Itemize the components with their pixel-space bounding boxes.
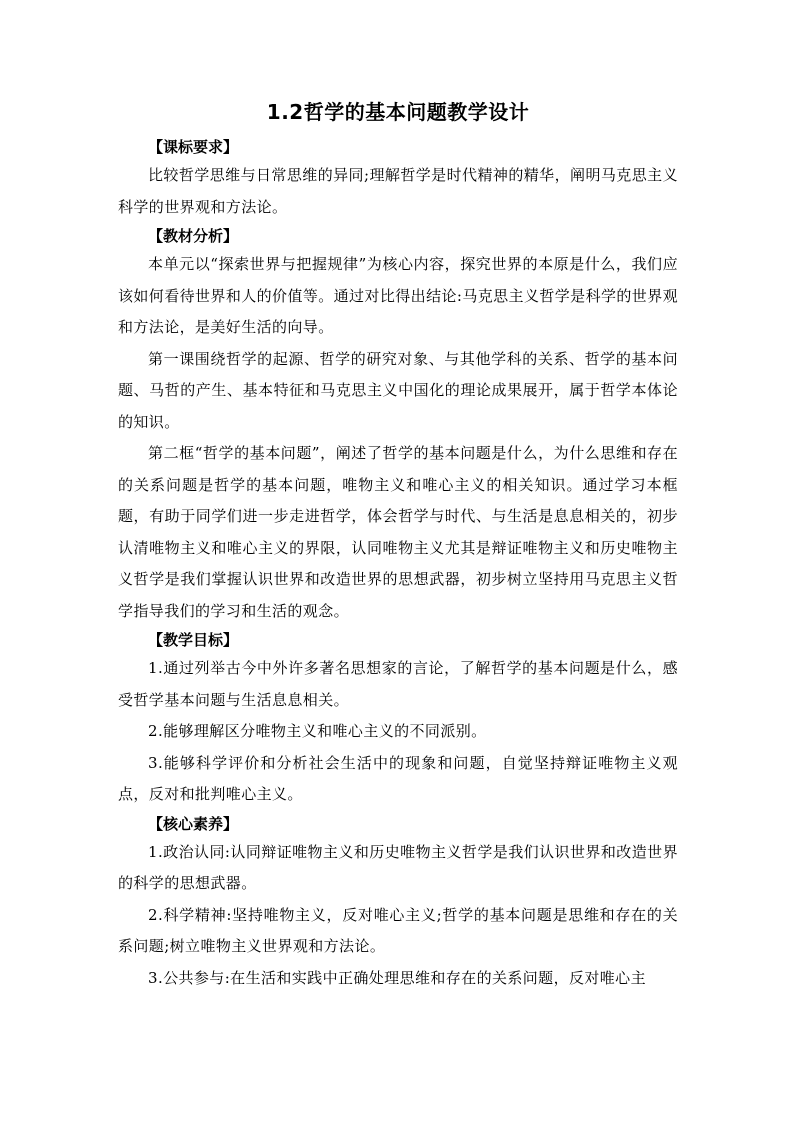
section-heading-objectives: 【教学目标】: [148, 631, 239, 649]
list-item: 3.能够科学评价和分析社会生活中的现象和问题，自觉坚持辩证唯物主义观点，反对和批判唯心主义。: [118, 753, 678, 803]
list-item: 3.公共参与:在生活和实践中正确处理思维和存在的关系问题，反对唯心主: [148, 968, 646, 987]
section-core-literacy: [118, 811, 678, 995]
paragraph: 第二框“哲学的基本问题”，阐述了哲学的基本问题是什么，为什么思维和存在的关系问题是哲学的基本问题，唯物主义和唯心主义的相关知识。通过学习本框题，有助于同学们进一步走进哲学，体会哲学与时代、与生活是息息相关的，初步认清唯物主义和唯心主义的界限，认同唯物主义尤其是辩证唯物主义和历史唯物主义哲学是我们掌握认识世界和改造世界的思想武器，初步树立坚持用马克思主义哲学指导我们的学习和生活的观念。: [118, 444, 678, 620]
list-item: 2.能够理解区分唯物主义和唯心主义的不同派别。: [148, 722, 487, 740]
list-item: 1.政治认同:认同辩证唯物主义和历史唯物主义哲学是我们认识世界和改造世界的科学的思想武器。: [118, 842, 678, 892]
list-item: 1.通过列举古今中外许多著名思想家的言论，了解哲学的基本问题是什么，感受哲学基本问题与生活息息相关。: [118, 659, 678, 709]
document-page: [118, 96, 678, 994]
objectives-list: [118, 653, 678, 811]
section-teaching-objectives: [118, 627, 678, 811]
section-textbook-analysis: [118, 223, 678, 627]
list-item: 2.科学精神:坚持唯物主义，反对唯心主义;哲学的基本问题是思维和存在的关系问题;树立唯物主义世界观和方法论。: [118, 905, 678, 955]
core-literacy-list: [118, 837, 678, 995]
paragraph: 本单元以“探索世界与把握规律”为核心内容，探究世界的本原是什么，我们应该如何看待世界和人的价值等。通过对比得出结论:马克思主义哲学是科学的世界观和方法论，是美好生活的向导。: [118, 255, 678, 336]
section-heading-curriculum: 【课标要求】: [148, 138, 239, 156]
paragraph: 第一课围绕哲学的起源、哲学的研究对象、与其他学科的关系、哲学的基本问题、马哲的产生、基本特征和马克思主义中国化的理论成果展开，属于哲学本体论的知识。: [118, 349, 678, 431]
paragraph: 比较哲学思维与日常思维的异同;理解哲学是时代精神的精华，阐明马克思主义科学的世界观和方法论。: [118, 166, 678, 216]
section-heading-core: 【核心素养】: [148, 814, 239, 833]
section-curriculum-requirements: [118, 134, 678, 223]
document-title: 1.2哲学的基本问题教学设计: [266, 100, 530, 124]
section-heading-textbook: 【教材分析】: [148, 227, 239, 245]
